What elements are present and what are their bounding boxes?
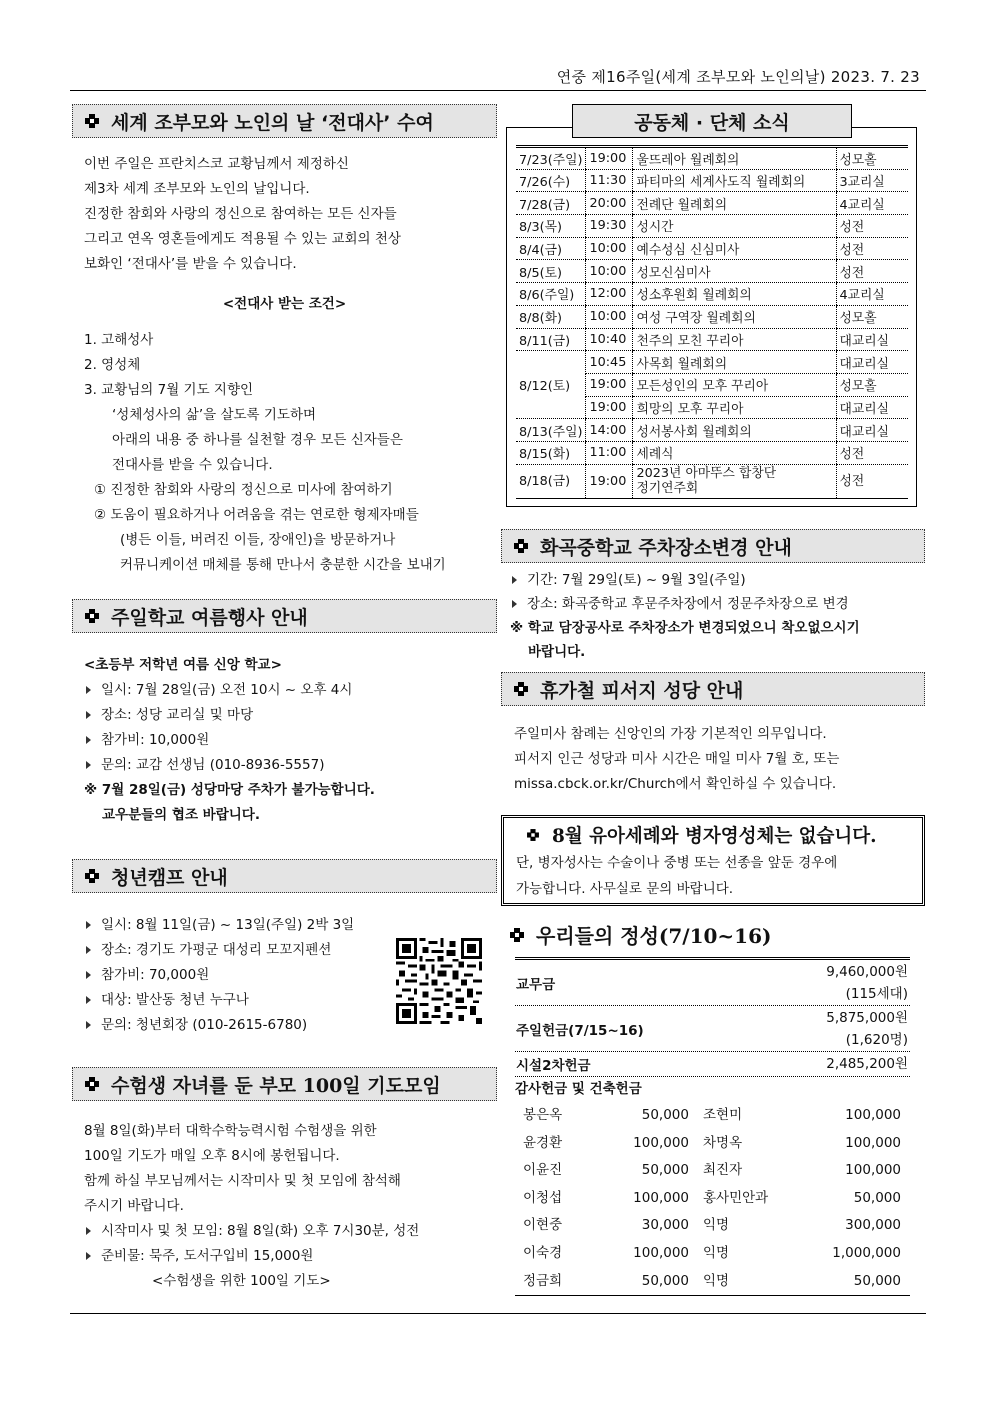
- table-row: [516, 260, 908, 283]
- bulletin-date-title: 연중 제16주일(세계 조부모와 노인의날) 2023. 7. 23: [556, 68, 920, 86]
- triangle-bullet-icon: [86, 761, 91, 769]
- list-item: [510, 568, 860, 592]
- table-row: [516, 237, 908, 260]
- cell-time: 12:00: [586, 283, 633, 306]
- cell-event: 전례단 월례회의: [633, 192, 836, 215]
- paragraph-line: 8월 8일(화)부터 대학수학능력시험 수험생을 위한: [84, 1123, 377, 1139]
- donor-amount: 100,000: [633, 1189, 689, 1206]
- donor-name: 이숙경: [523, 1244, 563, 1261]
- table-row: [516, 351, 908, 374]
- donor-name: 차명옥: [703, 1134, 743, 1151]
- cell-event: 예수성심 신심미사: [633, 237, 836, 260]
- event-line: 정기연주회: [636, 481, 699, 497]
- cell-event: 모든성인의 모후 꾸리아: [633, 373, 836, 396]
- list-item: [84, 1244, 419, 1269]
- notice-box: [501, 815, 925, 906]
- donor-name: 이청섭: [523, 1189, 563, 1206]
- page-bottom-rule: [70, 1313, 926, 1314]
- cell-date: 8/12(토): [516, 351, 586, 419]
- cross-icon: [510, 928, 524, 942]
- donor-amount: 50,000: [641, 1107, 689, 1123]
- donor-name: 봉은옥: [523, 1107, 563, 1123]
- cell-time: 19:00: [586, 464, 633, 498]
- cell-date: 8/3(목): [516, 215, 586, 238]
- donor-amount: 50,000: [853, 1189, 901, 1206]
- table-row: [516, 215, 908, 238]
- paragraph-line: 진정한 참회와 사랑의 정신으로 참여하는 모든 신자들: [84, 206, 397, 222]
- cell-place: 대교리실: [836, 328, 908, 351]
- donor-name: 익명: [703, 1272, 730, 1289]
- list-item-text: 준비물: 묵주, 도서구입비 15,000원: [101, 1248, 314, 1264]
- cell-time: 19:00: [586, 147, 633, 170]
- table-row: [516, 147, 908, 170]
- table-row: [516, 441, 908, 464]
- qr-code-icon[interactable]: [396, 938, 482, 1024]
- section-title-text: 청년캠프 안내: [111, 866, 228, 889]
- paragraph-line: 보화인 ‘전대사’를 받을 수 있습니다.: [84, 256, 297, 272]
- option-item: ① 진정한 참회와 사랑의 정신으로 미사에 참여하기: [94, 482, 393, 498]
- donor-amount: 100,000: [633, 1244, 689, 1261]
- prayer-meeting-body: [84, 1119, 419, 1294]
- triangle-bullet-icon: [512, 600, 517, 608]
- paragraph-line: 주시기 바랍니다.: [84, 1198, 184, 1214]
- paragraph-line: 100일 기도가 매일 오후 8시에 봉헌됩니다.: [84, 1148, 340, 1164]
- cell-event: 파티마의 세계사도직 월례회의: [633, 169, 836, 192]
- sunday-school-body: [84, 653, 375, 828]
- paragraph-line: 단, 병자성사는 수술이나 중병 또는 선종을 앞둔 경우에: [516, 855, 838, 871]
- caption: <수험생을 위한 100일 기도>: [152, 1273, 331, 1289]
- note-line: 바랍니다.: [528, 644, 586, 660]
- cell-time: 11:30: [586, 169, 633, 192]
- condition-detail: ‘성체성사의 삶’을 살도록 기도하며: [112, 407, 317, 423]
- cell-time: 19:00: [586, 373, 633, 396]
- cell-date: 8/4(금): [516, 237, 586, 260]
- cell-event: 사목회 월례회의: [633, 351, 836, 374]
- cell-place: 3교리실: [836, 169, 908, 192]
- section-title-text: 세계 조부모와 노인의 날 ‘전대사’ 수여: [111, 111, 434, 134]
- condition-item: 2. 영성체: [84, 357, 141, 373]
- donor-amount: 100,000: [845, 1107, 901, 1123]
- donor-name: 이현중: [523, 1217, 563, 1234]
- list-item: [84, 988, 354, 1013]
- list-item: [84, 728, 375, 753]
- cell-place: 성전: [836, 215, 908, 238]
- donor-name: 최진자: [703, 1162, 743, 1179]
- list-item-text: 장소: 성당 교리실 및 마당: [101, 707, 254, 723]
- table-row: [516, 305, 908, 328]
- section-title-text: 휴가철 피서지 성당 안내: [540, 679, 744, 702]
- triangle-bullet-icon: [86, 686, 91, 694]
- donor-amount: 1,000,000: [832, 1244, 901, 1261]
- triangle-bullet-icon: [86, 921, 91, 929]
- offering-label: 시설2차헌금: [516, 1058, 591, 1074]
- cell-place: 성모홀: [836, 373, 908, 396]
- section-title-parking: [501, 529, 925, 563]
- donor-name: 익명: [703, 1217, 730, 1234]
- donor-amount: 100,000: [845, 1162, 901, 1179]
- cell-time: 10:40: [586, 328, 633, 351]
- paragraph-line: 제3차 세계 조부모와 노인의 날입니다.: [84, 181, 310, 197]
- cell-time: 19:30: [586, 215, 633, 238]
- condition-detail: 아래의 내용 중 하나를 실천할 경우 모든 신자들은: [112, 432, 403, 448]
- list-item: [84, 938, 354, 963]
- donor-name: 윤경환: [523, 1134, 563, 1151]
- list-item-text: 기간: 7월 29일(토) ~ 9월 3일(주일): [527, 572, 746, 588]
- list-item: [84, 1013, 354, 1038]
- table-row: [516, 328, 908, 351]
- cell-time: 11:00: [586, 441, 633, 464]
- list-item-text: 참가비: 10,000원: [101, 732, 210, 748]
- offering-row: [515, 1052, 910, 1077]
- cell-event: 성모신심미사: [633, 260, 836, 283]
- cell-date: 8/13(주일): [516, 419, 586, 442]
- cross-icon: [514, 539, 528, 553]
- cross-icon: [85, 869, 99, 883]
- list-item-text: 일시: 7월 28일(금) 오전 10시 ~ 오후 4시: [101, 682, 353, 698]
- vacation-body: [514, 722, 839, 797]
- cell-date: 8/18(금): [519, 473, 571, 489]
- cell-place: 성전: [836, 464, 908, 498]
- table-row: [516, 169, 908, 192]
- paragraph-line: 주일미사 참례는 신앙인의 가장 기본적인 의무입니다.: [514, 726, 827, 742]
- cell-date: 8/5(토): [516, 260, 586, 283]
- list-item-text: 시작미사 및 첫 모임: 8월 8일(화) 오후 7시30분, 성전: [101, 1223, 420, 1239]
- notice-title-text: 8월 유아세례와 병자영성체는 없습니다.: [552, 826, 877, 847]
- parking-body: [510, 568, 860, 664]
- cell-event: 희망의 모후 꾸리아: [633, 396, 836, 419]
- donor-name: 홍사민안과: [703, 1189, 769, 1206]
- donor-name: 정금희: [523, 1272, 563, 1289]
- table-row: [516, 283, 908, 306]
- cell-event: [633, 464, 836, 498]
- section-title-text: 주일학교 여름행사 안내: [111, 606, 308, 629]
- donor-amount: 300,000: [845, 1217, 901, 1234]
- table-row: [516, 419, 908, 442]
- paragraph-line: 피서지 인근 성당과 미사 시간은 매일 미사 7월 호, 또는: [514, 751, 840, 767]
- youth-camp-body: [84, 913, 354, 1038]
- cell-place: 대교리실: [836, 419, 908, 442]
- offering-row: [515, 960, 910, 1006]
- list-item-text: 참가비: 70,000원: [101, 967, 210, 983]
- cell-place: 성전: [836, 441, 908, 464]
- website-link-text[interactable]: missa.cbck.or.kr/Church에서 확인하실 수 있습니다.: [514, 776, 837, 792]
- cross-icon: [85, 609, 99, 623]
- community-title: 공동체 · 단체 소식: [572, 104, 852, 138]
- cell-event: 여성 구역장 월례회의: [633, 305, 836, 328]
- list-item: [84, 753, 375, 778]
- offerings-table: [515, 957, 910, 1296]
- list-item-text: 일시: 8월 11일(금) ~ 13일(주일) 2박 3일: [101, 917, 355, 933]
- cell-event: 성소후원회 월례회의: [633, 283, 836, 306]
- cell-place: 4교리실: [836, 283, 908, 306]
- indulgence-intro: [84, 152, 401, 277]
- offering-label: 주일헌금(7/15~16): [516, 1022, 644, 1039]
- triangle-bullet-icon: [86, 1227, 91, 1235]
- note-line: 교우분들의 협조 바랍니다.: [102, 807, 260, 823]
- list-item-text: 장소: 경기도 가평군 대성리 모꼬지펜션: [101, 942, 332, 958]
- cross-icon: [514, 682, 528, 696]
- paragraph-line: 가능합니다. 사무실로 문의 바랍니다.: [516, 881, 734, 897]
- triangle-bullet-icon: [86, 1252, 91, 1260]
- donor-name: 조현미: [703, 1107, 743, 1123]
- note-line: ※ 학교 담장공사로 주차장소가 변경되었으니 착오없으시기: [510, 620, 860, 636]
- cell-place: 성모홀: [836, 305, 908, 328]
- cross-icon: [85, 114, 99, 128]
- cell-event: 성시간: [633, 215, 836, 238]
- list-item: [84, 913, 354, 938]
- paragraph-line: 이번 주일은 프란치스코 교황님께서 제정하신: [84, 156, 349, 172]
- triangle-bullet-icon: [86, 996, 91, 1004]
- option-item: ② 도움이 필요하거나 어려움을 겪는 연로한 형제자매들: [94, 507, 419, 523]
- conditions-title: <전대사 받는 조건>: [222, 296, 347, 312]
- cell-place: 4교리실: [836, 192, 908, 215]
- cell-place: 성모홀: [836, 147, 908, 170]
- cell-place: 대교리실: [836, 396, 908, 419]
- list-item: [510, 592, 860, 616]
- triangle-bullet-icon: [86, 711, 91, 719]
- section-title-youth-camp: [72, 859, 497, 893]
- page-header: [70, 60, 926, 91]
- cell-date: 7/26(수): [516, 169, 586, 192]
- section-title-indulgence: [72, 104, 497, 138]
- section-title-text: 수험생 자녀를 둔 부모 100일 기도모임: [111, 1074, 441, 1097]
- count: (115세대): [845, 985, 908, 1002]
- list-item-text: 문의: 청년회장 (010-2615-6780): [101, 1017, 308, 1033]
- cell-place: 성전: [836, 260, 908, 283]
- cell-event: 울뜨레아 월례회의: [633, 147, 836, 170]
- list-item: [84, 703, 375, 728]
- table-row: [516, 192, 908, 215]
- list-item-text: 장소: 화곡중학교 후문주차장에서 정문주차장으로 변경: [527, 596, 849, 612]
- amount: 5,875,000원: [826, 1009, 908, 1026]
- cell-place: 대교리실: [836, 351, 908, 374]
- amount: 9,460,000원: [826, 963, 908, 980]
- section-title-prayer-meeting: [72, 1067, 497, 1101]
- triangle-bullet-icon: [86, 946, 91, 954]
- paragraph-line: 함께 하실 부모님께서는 시작미사 및 첫 모임에 참석해: [84, 1173, 401, 1189]
- condition-item: 1. 고해성사: [84, 332, 154, 348]
- cell-event: 성서봉사회 월례회의: [633, 419, 836, 442]
- triangle-bullet-icon: [86, 736, 91, 744]
- donor-header: 감사헌금 및 건축헌금: [515, 1081, 642, 1097]
- cell-time: 10:00: [586, 305, 633, 328]
- list-item-text: 문의: 교감 선생님 (010-8936-5557): [101, 757, 325, 773]
- table-row: [516, 464, 908, 498]
- cell-time: 10:00: [586, 237, 633, 260]
- list-item: [84, 1219, 419, 1244]
- donor-list: [515, 1102, 910, 1296]
- donor-amount: 30,000: [641, 1217, 689, 1234]
- cell-date: 8/8(화): [516, 305, 586, 328]
- section-title-text: 화곡중학교 주차장소변경 안내: [540, 536, 792, 559]
- cell-time: 19:00: [586, 396, 633, 419]
- offering-value: [826, 1007, 910, 1051]
- triangle-bullet-icon: [512, 576, 517, 584]
- schedule-table: [516, 145, 908, 499]
- cross-icon: [85, 1077, 99, 1091]
- cell-date: 8/6(주일): [516, 283, 586, 306]
- condition-detail: 전대사를 받을 수 있습니다.: [112, 457, 273, 473]
- cell-event: 세례식: [633, 441, 836, 464]
- cell-date: 8/11(금): [516, 328, 586, 351]
- donor-amount: 100,000: [845, 1134, 901, 1151]
- offering-value: 2,485,200원: [826, 1056, 908, 1072]
- offering-value: [826, 961, 910, 1005]
- offerings-title: [510, 920, 771, 949]
- cell-time: 14:00: [586, 419, 633, 442]
- cell-date: 7/23(주일): [516, 147, 586, 170]
- paragraph-line: 그리고 연옥 영혼들에게도 적용될 수 있는 교회의 천상: [84, 231, 401, 247]
- donor-amount: 50,000: [853, 1272, 901, 1289]
- triangle-bullet-icon: [86, 971, 91, 979]
- event-line: 2023년 아마뚜스 합창단: [636, 466, 777, 482]
- note-line: ※ 7월 28일(금) 성당마당 주차가 불가능합니다.: [84, 782, 375, 798]
- cell-date: 8/15(화): [516, 441, 586, 464]
- donor-name: 익명: [703, 1244, 730, 1261]
- donor-amount: 50,000: [641, 1272, 689, 1289]
- cell-time: 10:00: [586, 260, 633, 283]
- cell-time: 20:00: [586, 192, 633, 215]
- section-title-sunday-school: [72, 599, 497, 633]
- cell-time: 10:45: [586, 351, 633, 374]
- conditions-list: [84, 328, 446, 578]
- count: (1,620명): [845, 1031, 908, 1048]
- notice-body: [516, 850, 837, 902]
- subtitle: <초등부 저학년 여름 신앙 학교>: [84, 657, 282, 673]
- cell-place: 성전: [836, 237, 908, 260]
- offering-row: [515, 1006, 910, 1052]
- donor-amount: 50,000: [641, 1162, 689, 1179]
- triangle-bullet-icon: [86, 1021, 91, 1029]
- notice-title: [526, 822, 877, 848]
- cell-event: 천주의 모친 꾸리아: [633, 328, 836, 351]
- cross-icon: [527, 829, 539, 841]
- condition-item: 3. 교황님의 7월 기도 지향인: [84, 382, 254, 398]
- list-item-text: 대상: 발산동 청년 누구나: [101, 992, 249, 1008]
- option-detail: (병든 이들, 버려진 이들, 장애인)을 방문하거나: [120, 532, 396, 548]
- offerings-title-text: 우리들의 정성(7/10~16): [536, 924, 772, 948]
- donor-amount: 100,000: [633, 1134, 689, 1151]
- offering-label: 교무금: [516, 976, 556, 993]
- donor-name: 이윤진: [523, 1162, 563, 1179]
- list-item: [84, 963, 354, 988]
- list-item: [84, 678, 375, 703]
- section-title-vacation: [501, 672, 925, 706]
- option-detail: 커뮤니케이션 매체를 통해 만나서 충분한 시간을 보내기: [120, 557, 446, 573]
- cell-date: 7/28(금): [516, 192, 586, 215]
